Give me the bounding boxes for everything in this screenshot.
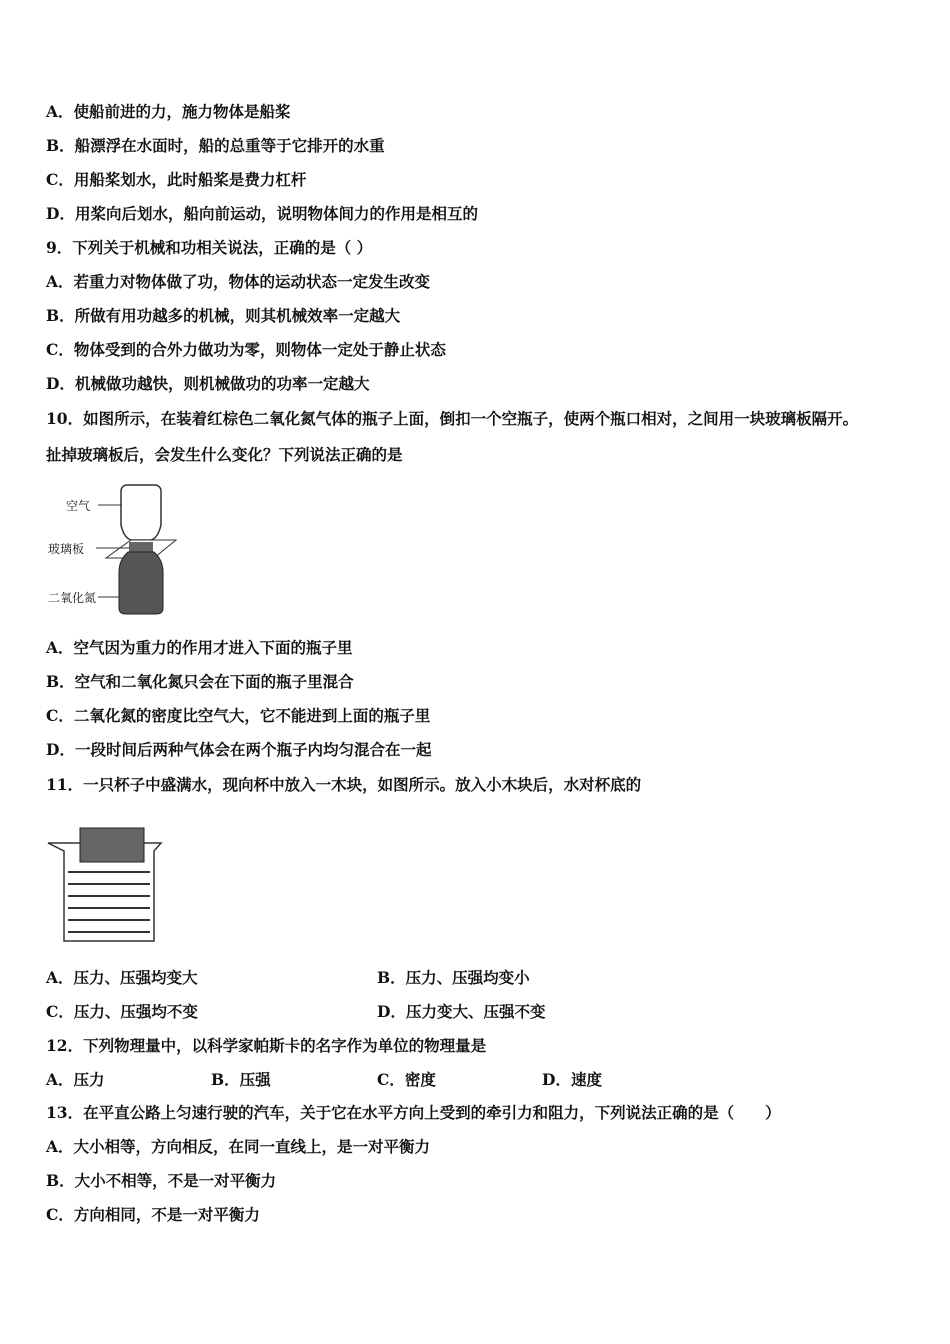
q12-option-c: C．密度 (377, 1070, 436, 1089)
q10-stem-line1: 10．如图所示，在装着红棕色二氧化氮气体的瓶子上面，倒扣一个空瓶子，使两个瓶口相对，之间用一块玻璃板隔开。 (46, 409, 859, 428)
q9-option-b: B．所做有用功越多的机械，则其机械效率一定越大 (46, 306, 401, 325)
label-glass-plate: 玻璃板 (48, 542, 85, 556)
q12-option-d: D．速度 (542, 1070, 602, 1089)
q8-option-c: C．用船桨划水，此时船桨是费力杠杆 (46, 170, 307, 189)
q9-option-a: A．若重力对物体做了功，物体的运动状态一定发生改变 (46, 272, 431, 291)
q8-option-b: B．船漂浮在水面时，船的总重等于它排开的水重 (46, 136, 385, 155)
q13-stem: 13．在平直公路上匀速行驶的汽车，关于它在水平方向上受到的牵引力和阻力，下列说法正确的是（ ） (46, 1103, 781, 1122)
q10-stem-line2: 扯掉玻璃板后，会发生什么变化？下列说法正确的是 (46, 445, 403, 464)
q10-option-b: B．空气和二氧化氮只会在下面的瓶子里混合 (46, 672, 354, 691)
q9-stem: 9．下列关于机械和功相关说法，正确的是（ ） (46, 238, 373, 257)
cup-with-wood-diagram (46, 823, 176, 948)
label-air: 空气 (66, 499, 91, 513)
cup-figure (46, 823, 176, 952)
q8-option-a: A．使船前进的力，施力物体是船桨 (46, 102, 291, 121)
q8-option-d: D．用桨向后划水，船向前运动，说明物体间力的作用是相互的 (46, 204, 478, 223)
q13-option-b: B．大小不相等，不是一对平衡力 (46, 1171, 277, 1190)
q11-option-a: A．压力、压强均变大 (46, 968, 198, 987)
q11-stem: 11．一只杯子中盛满水，现向杯中放入一木块，如图所示。放入小木块后，水对杯底的 (46, 775, 642, 794)
q10-option-d: D．一段时间后两种气体会在两个瓶子内均匀混合在一起 (46, 740, 432, 759)
q10-option-c: C．二氧化氮的密度比空气大，它不能进到上面的瓶子里 (46, 706, 431, 725)
bottles-figure (46, 480, 196, 620)
label-no2: 二氧化氮 (48, 591, 97, 605)
q13-option-a: A．大小相等，方向相反，在同一直线上，是一对平衡力 (46, 1137, 431, 1156)
q12-option-b: B．压强 (211, 1070, 271, 1089)
q12-stem: 12．下列物理量中，以科学家帕斯卡的名字作为单位的物理量是 (46, 1036, 487, 1055)
q9-option-d: D．机械做功越快，则机械做功的功率一定越大 (46, 374, 370, 393)
q11-option-c: C．压力、压强均不变 (46, 1002, 198, 1021)
q12-option-a: A．压力 (46, 1070, 105, 1089)
q10-option-a: A．空气因为重力的作用才进入下面的瓶子里 (46, 638, 353, 657)
q11-option-d: D．压力变大、压强不变 (377, 1002, 546, 1021)
q9-option-c: C．物体受到的合外力做功为零，则物体一定处于静止状态 (46, 340, 446, 359)
q13-option-c: C．方向相同，不是一对平衡力 (46, 1205, 260, 1224)
q11-option-b: B．压力、压强均变小 (377, 968, 530, 987)
